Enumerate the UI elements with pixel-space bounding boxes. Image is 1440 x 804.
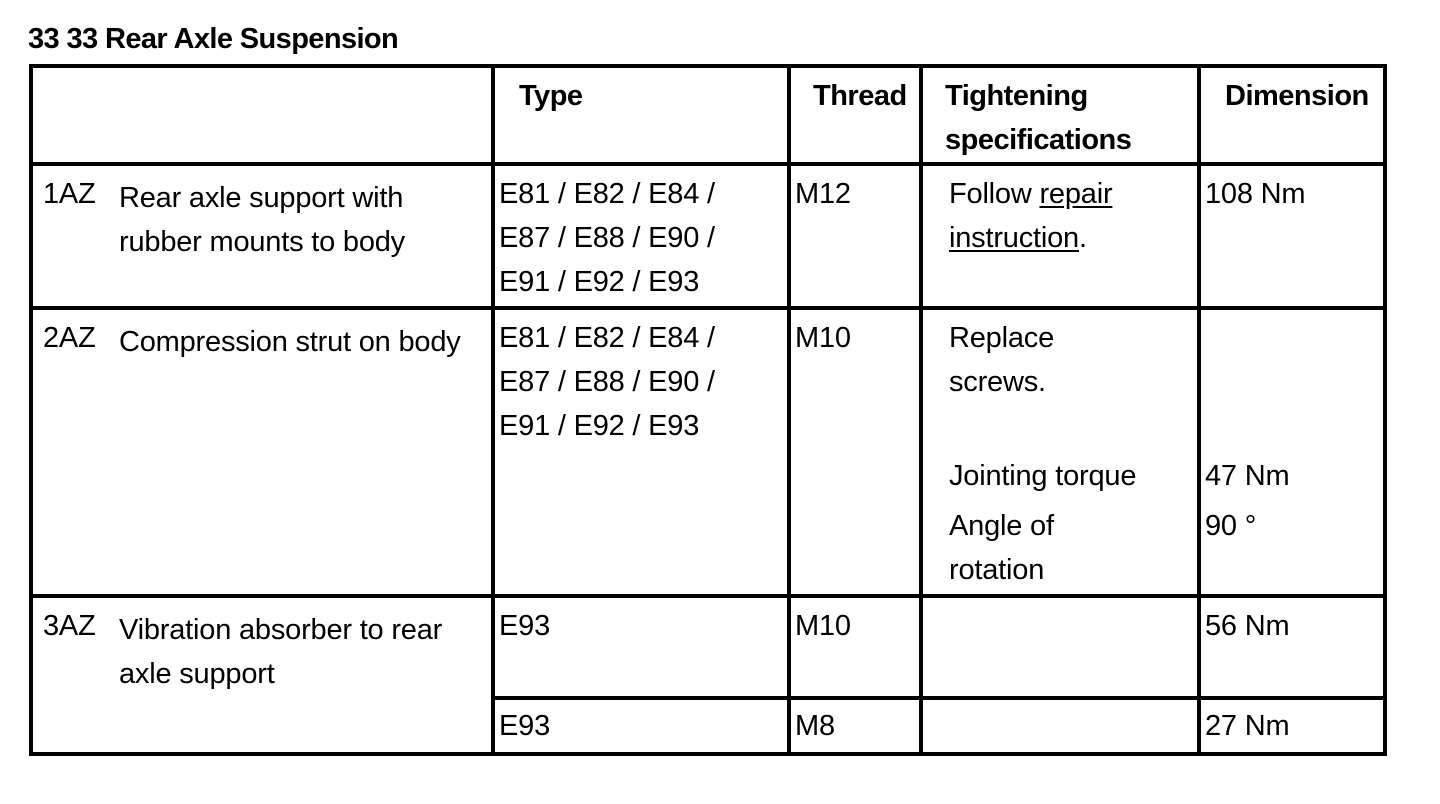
angle-of-rotation-value: 90 ° <box>1205 510 1257 542</box>
table-row <box>31 164 1385 308</box>
part-cell <box>31 164 493 308</box>
part-description: Rear axle support with rubber mounts to body <box>119 182 405 258</box>
angle-of-rotation-label: Angle of <box>949 510 1054 542</box>
part-cell <box>31 596 493 754</box>
part-description: Vibration absorber to rear axle support <box>119 614 443 690</box>
jointing-torque-value: 47 Nm <box>1205 460 1290 492</box>
header-blank <box>31 66 493 164</box>
tightening-cell <box>921 698 1199 754</box>
tightening-cell <box>921 164 1199 308</box>
jointing-torque-label: Jointing torque <box>949 460 1137 492</box>
repair-instruction-link[interactable]: repair <box>1039 178 1113 210</box>
tightening-note: Replace <box>949 322 1054 354</box>
header-thread: Thread <box>789 66 921 164</box>
dimension-cell: 27 Nm <box>1199 698 1385 754</box>
part-code: 2AZ <box>43 322 96 354</box>
dimension-cell: 56 Nm <box>1199 596 1385 698</box>
type-line: E87 / E88 / E90 / <box>499 222 715 254</box>
thread-cell: M12 <box>789 164 921 308</box>
tightening-text: . <box>1078 222 1087 254</box>
tightening-note: screws. <box>949 366 1046 398</box>
table-header-row <box>31 66 1385 164</box>
page-title: 33 33 Rear Axle Suspension <box>28 23 399 55</box>
type-cell: E93 <box>493 596 789 698</box>
header-type: Type <box>493 66 789 164</box>
type-cell <box>493 308 789 596</box>
table-row <box>31 308 1385 596</box>
thread-cell: M8 <box>789 698 921 754</box>
part-code: 3AZ <box>43 610 96 642</box>
repair-instruction-link[interactable]: instruction <box>949 222 1079 254</box>
type-line: E87 / E88 / E90 / <box>499 366 715 398</box>
type-line: E91 / E92 / E93 <box>499 410 700 442</box>
dimension-cell: 108 Nm <box>1199 164 1385 308</box>
thread-cell: M10 <box>789 308 921 596</box>
type-cell <box>493 164 789 308</box>
torque-spec-table <box>29 64 1387 756</box>
dimension-cell <box>1199 308 1385 596</box>
header-dimension: Dimension <box>1199 66 1385 164</box>
header-tightening: Tightening specifications <box>921 66 1199 164</box>
tightening-cell <box>921 596 1199 698</box>
type-line: E91 / E92 / E93 <box>499 266 700 298</box>
tightening-text: Follow <box>949 178 1040 210</box>
type-line: E81 / E82 / E84 / <box>499 178 715 210</box>
table-row <box>31 596 1385 698</box>
type-line: E81 / E82 / E84 / <box>499 322 715 354</box>
type-cell: E93 <box>493 698 789 754</box>
thread-cell: M10 <box>789 596 921 698</box>
angle-of-rotation-label: rotation <box>949 554 1045 586</box>
part-code: 1AZ <box>43 178 96 210</box>
tightening-cell <box>921 308 1199 596</box>
part-cell <box>31 308 493 596</box>
part-description: Compression strut on body <box>119 326 461 358</box>
